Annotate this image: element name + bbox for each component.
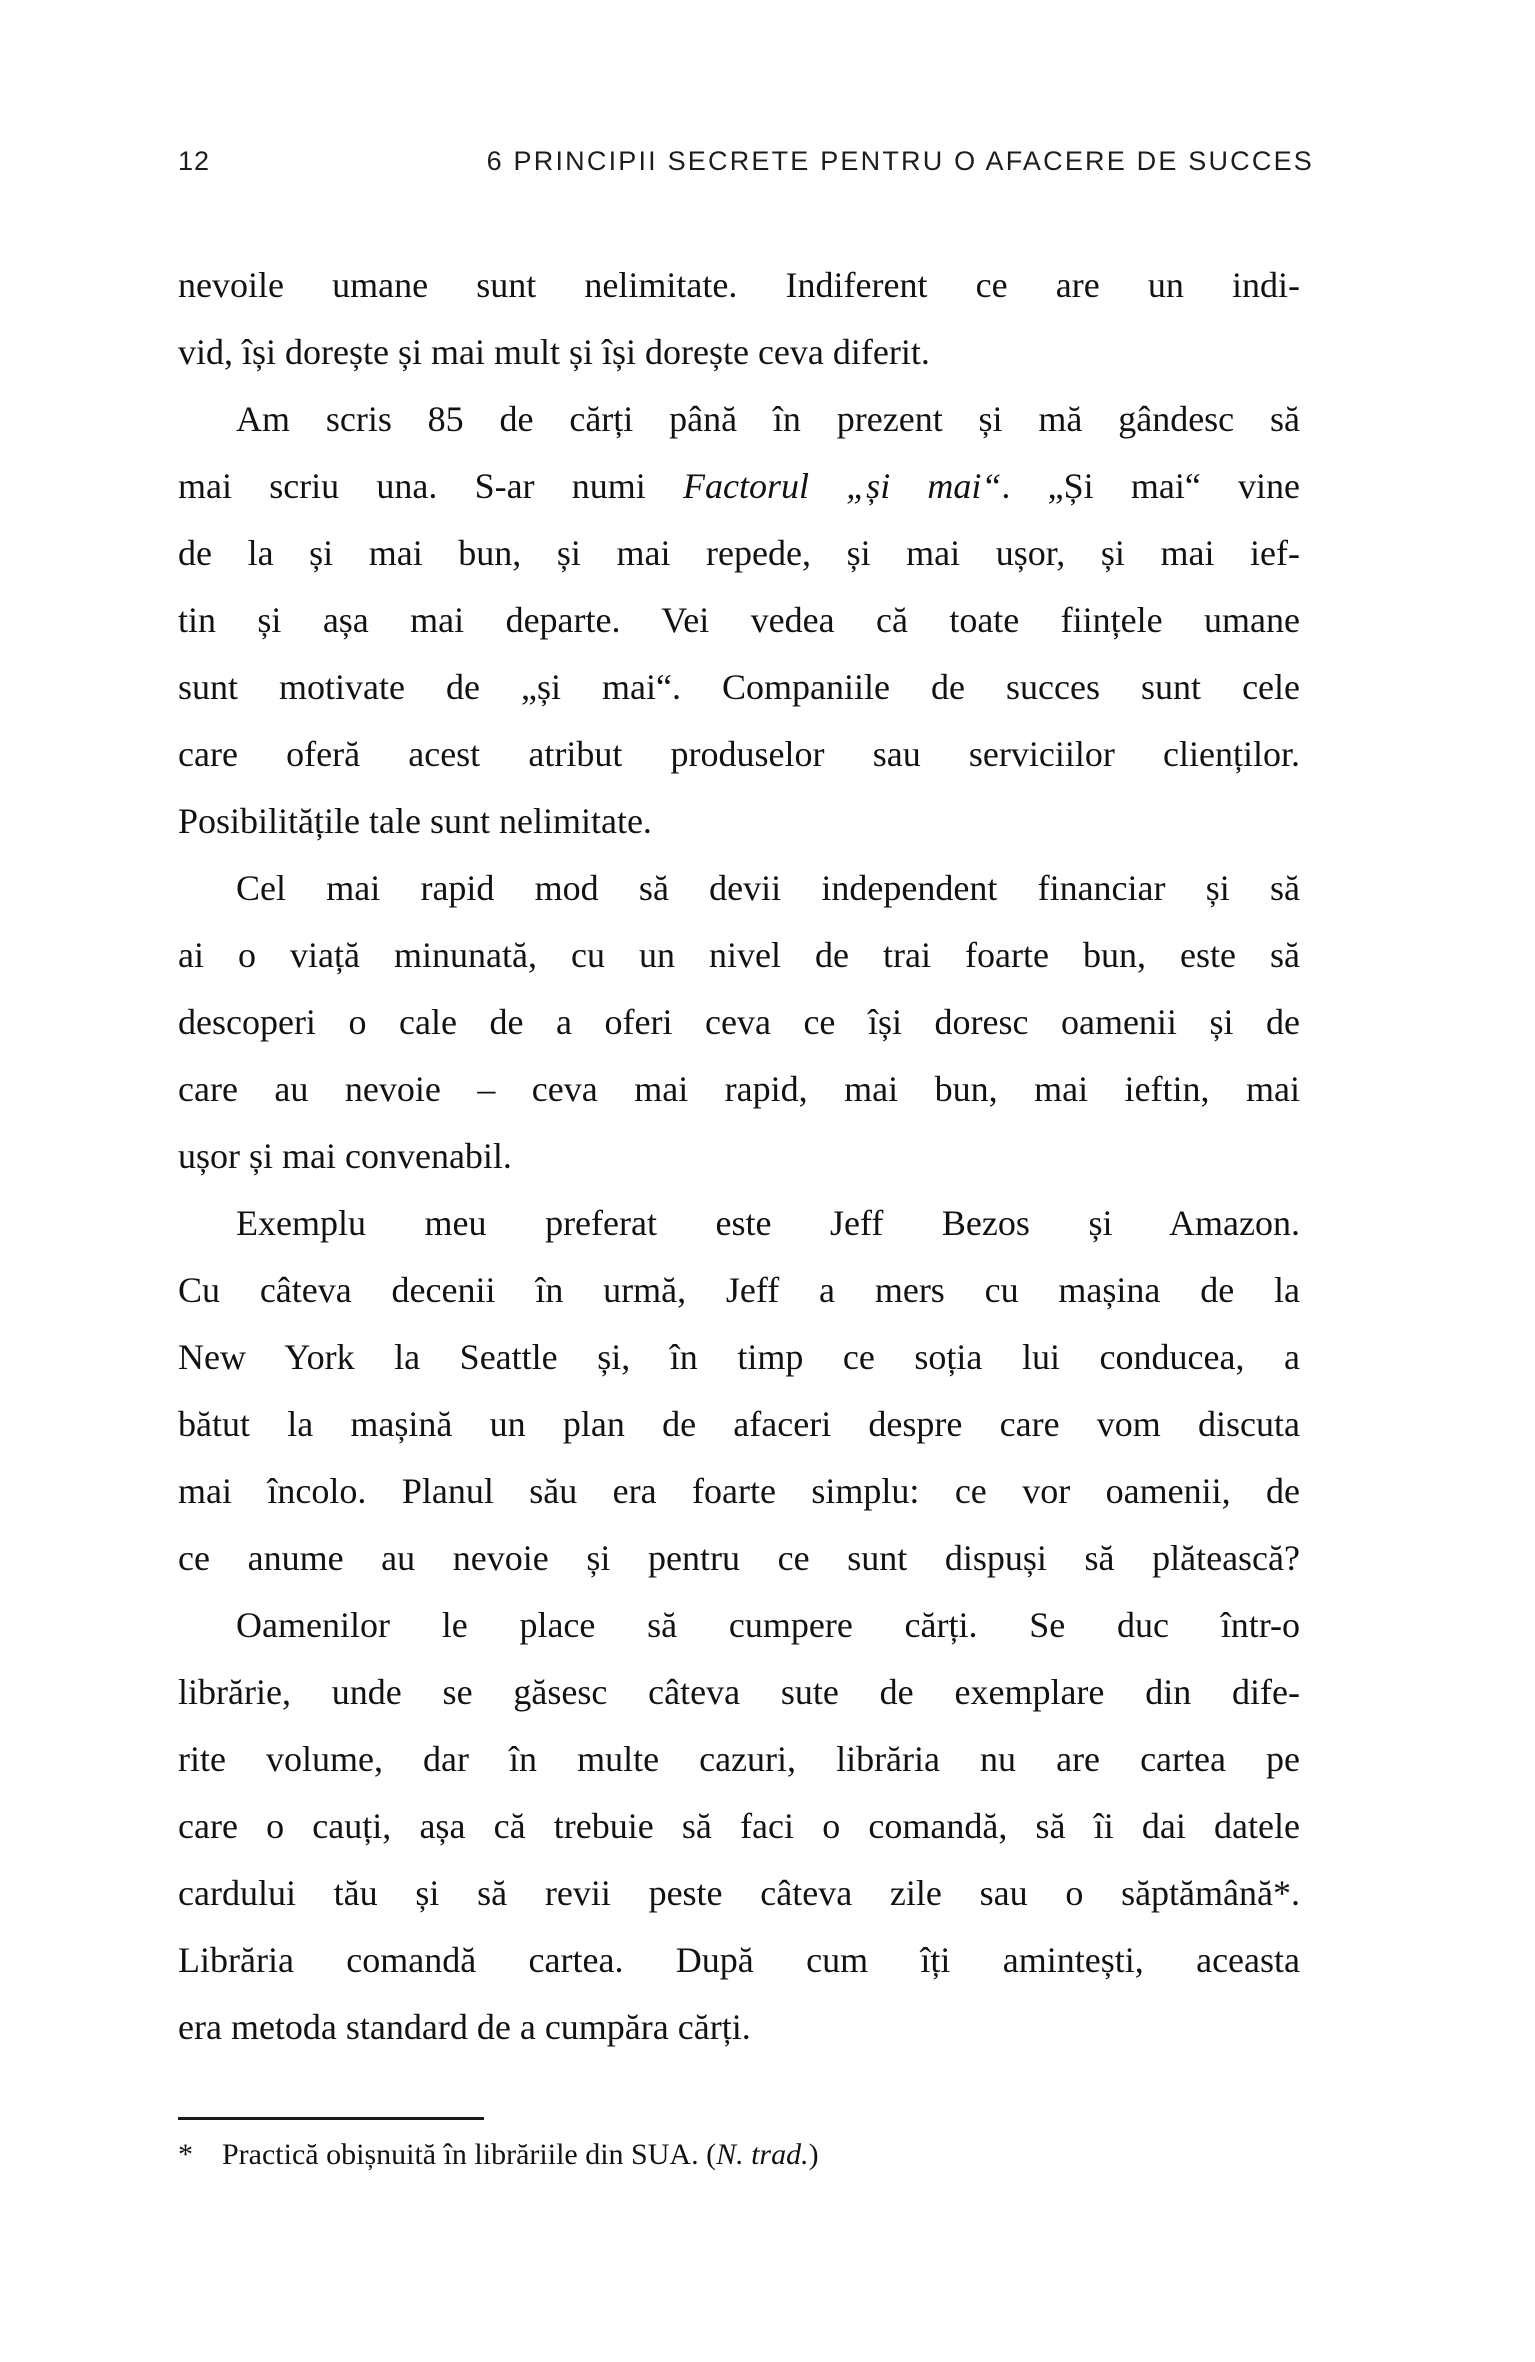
text-line — [178, 922, 1300, 989]
text-line — [178, 1056, 1300, 1123]
text-run: ușor și mai convenabil. — [178, 1136, 512, 1176]
text-run: Oamenilor le place să cumpere cărți. Se duc într-o — [236, 1605, 1300, 1645]
text-run: . „Și mai“ vine — [1001, 466, 1300, 506]
text-run: bătut la mașină un plan de afaceri despre care vom discuta — [178, 1404, 1300, 1444]
text-line — [178, 1257, 1300, 1324]
text-line — [178, 1592, 1300, 1659]
paragraph — [178, 386, 1300, 855]
paragraph — [178, 1190, 1300, 1592]
text-line — [178, 1659, 1300, 1726]
text-run: mai scriu una. S-ar numi — [178, 466, 683, 506]
text-run: tin și așa mai departe. Vei vedea că toate ființele umane — [178, 600, 1300, 640]
italic-text-run: N. trad. — [716, 2138, 809, 2171]
text-line — [178, 1190, 1300, 1257]
text-line — [178, 1994, 1300, 2061]
running-head-title: 6 PRINCIPII SECRETE PENTRU O AFACERE DE SUCCES — [486, 146, 1314, 176]
page-number: 12 — [178, 146, 211, 176]
text-run: era metoda standard de a cumpăra cărți. — [178, 2007, 751, 2047]
paragraph — [178, 1592, 1300, 2061]
text-run: Posibilitățile tale sunt nelimitate. — [178, 801, 652, 841]
footnote — [178, 2134, 1300, 2176]
text-line — [178, 1860, 1300, 1927]
text-line — [178, 386, 1300, 453]
text-run: mai încolo. Planul său era foarte simplu: ce vor oamenii, de — [178, 1471, 1300, 1511]
text-line — [178, 587, 1300, 654]
paragraph — [178, 855, 1300, 1190]
text-line — [178, 319, 1300, 386]
text-run: ) — [808, 2138, 819, 2171]
text-run: sunt motivate de „și mai“. Companiile de succes sunt cele — [178, 667, 1300, 707]
text-run: de la și mai bun, și mai repede, și mai ușor, și mai ief- — [178, 533, 1300, 573]
text-line — [178, 1793, 1300, 1860]
italic-text-run: Factorul „și mai“ — [682, 466, 1002, 506]
text-run: care oferă acest atribut produselor sau serviciilor clienților. — [178, 734, 1300, 774]
text-run: Librăria comandă cartea. După cum îți amintești, aceasta — [178, 1940, 1300, 1980]
text-run: cardului tău și să revii peste câteva zile sau o săptămână*. — [178, 1873, 1300, 1913]
text-line — [178, 654, 1300, 721]
paragraph — [178, 252, 1300, 386]
text-run: Am scris 85 de cărți până în prezent și mă gândesc să — [236, 399, 1300, 439]
text-line — [178, 1324, 1300, 1391]
text-run: Exemplu meu preferat este Jeff Bezos și Amazon. — [236, 1203, 1300, 1243]
text-run: descoperi o cale de a oferi ceva ce își doresc oamenii și de — [178, 1002, 1300, 1042]
footnote-divider — [178, 2117, 484, 2120]
text-run: care o cauți, așa că trebuie să faci o comandă, să îi dai datele — [178, 1806, 1300, 1846]
text-line — [178, 788, 1300, 855]
text-run: librărie, unde se găsesc câteva sute de exemplare din dife- — [178, 1672, 1300, 1712]
text-line — [178, 1123, 1300, 1190]
text-line — [178, 1525, 1300, 1592]
text-run: nevoile umane sunt nelimitate. Indiferent ce are un indi- — [178, 265, 1300, 305]
text-line — [178, 1726, 1300, 1793]
text-line — [178, 453, 1300, 520]
text-run: Practică obișnuită în librăriile din SUA. ( — [222, 2138, 717, 2171]
text-run: Cu câteva decenii în urmă, Jeff a mers cu mașina de la — [178, 1270, 1300, 1310]
text-line — [178, 855, 1300, 922]
text-run: rite volume, dar în multe cazuri, librăria nu are cartea pe — [178, 1739, 1300, 1779]
text-run: ce anume au nevoie și pentru ce sunt dispuși să plătească? — [178, 1538, 1300, 1578]
text-line — [178, 252, 1300, 319]
text-line — [178, 520, 1300, 587]
page-header — [178, 146, 1314, 180]
text-line — [178, 1927, 1300, 1994]
text-run: vid, își dorește și mai mult și își dorește ceva diferit. — [178, 332, 930, 372]
text-line — [178, 1458, 1300, 1525]
text-run: care au nevoie – ceva mai rapid, mai bun, mai ieftin, mai — [178, 1069, 1300, 1109]
text-line — [178, 721, 1300, 788]
text-run: New York la Seattle și, în timp ce soția lui conducea, a — [178, 1337, 1300, 1377]
text-line — [178, 1391, 1300, 1458]
text-run: Cel mai rapid mod să devii independent financiar și să — [236, 868, 1300, 908]
footnote-text — [222, 2138, 819, 2171]
page-body-text — [178, 252, 1300, 2061]
text-run: ai o viață minunată, cu un nivel de trai foarte bun, este să — [178, 935, 1300, 975]
text-line — [178, 989, 1300, 1056]
footnote-marker: * — [178, 2138, 193, 2171]
